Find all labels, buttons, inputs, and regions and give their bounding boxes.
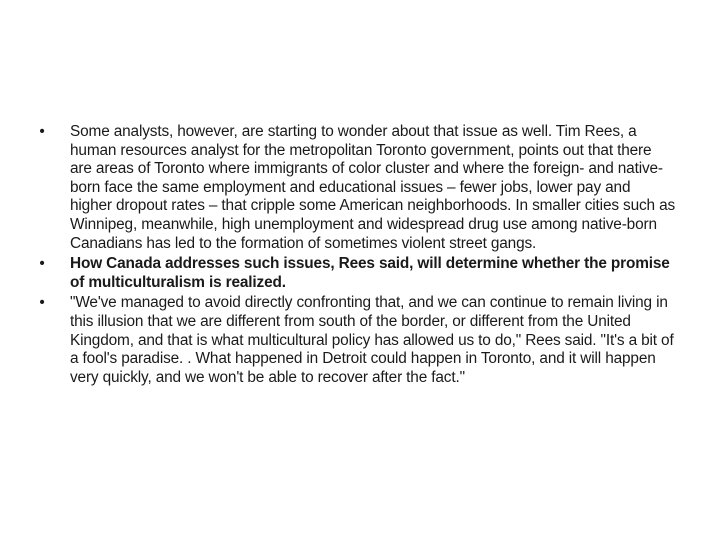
bullet-marker: • xyxy=(39,123,45,140)
bullet-list xyxy=(36,123,676,389)
bullet-text: Some analysts, however, are starting to wonder about that issue as well. Tim Rees, a human resources analyst for the metropolitan Toronto government, points out that there are areas of Toronto where immigrants of color cluster and where the foreign- and native-born face the same employment and educational issues – fewer jobs, lower pay and higher dropout rates – that cripple some American neighborhoods. In smaller cities such as Winnipeg, meanwhile, high unemployment and widespread drug use among native-born Canadians has led to the formation of sometimes violent street gangs. xyxy=(70,123,676,252)
bullet-item xyxy=(36,294,676,387)
bullet-marker: • xyxy=(39,255,45,273)
bullet-text: "We've managed to avoid directly confronting that, and we can continue to remain living in this illusion that we are different from south of the border, or different from the United Kingdom, and that is what multicultural policy has allowed us to do," Rees said. "It's a bit of a fool's paradise. . What happened in Detroit could happen in Toronto, and it will happen very quickly, and we won't be able to recover after the fact." xyxy=(70,294,674,386)
bullet-item xyxy=(36,255,676,292)
bullet-text-bold: How Canada addresses such issues, Rees said, will determine whether the promise of multiculturalism is realized. xyxy=(70,255,670,291)
bullet-marker: • xyxy=(39,294,45,312)
bullet-item xyxy=(36,123,676,253)
